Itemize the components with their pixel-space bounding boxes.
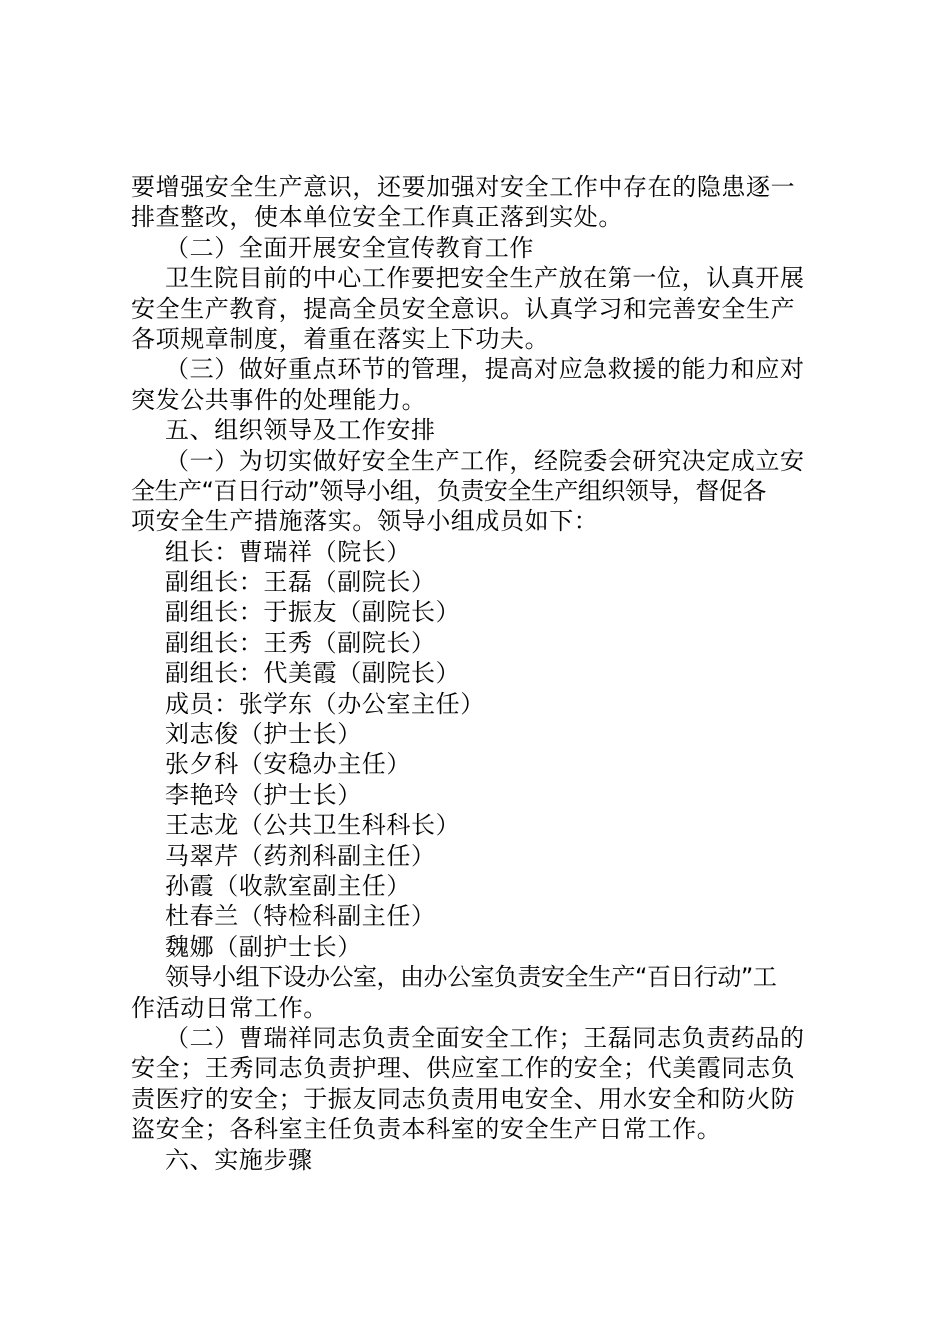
member-line: 李艳玲（护士长） bbox=[165, 780, 362, 809]
body-line: 领导小组下设办公室，由办公室负责安全生产“百日行动”工 bbox=[165, 963, 777, 992]
body-line: 项安全生产措施落实。领导小组成员如下： bbox=[131, 507, 599, 536]
body-line: 盗安全；各科室主任负责本科室的安全生产日常工作。 bbox=[131, 1115, 722, 1144]
body-line: 卫生院目前的中心工作要把安全生产放在第一位，认真开展 bbox=[165, 264, 805, 293]
body-line: 责医疗的安全；于振友同志负责用电安全、用水安全和防火防 bbox=[131, 1084, 796, 1113]
member-line: 组长：曹瑞祥（院长） bbox=[165, 537, 411, 566]
body-line: 安全；王秀同志负责护理、供应室工作的安全；代美霞同志负 bbox=[131, 1054, 796, 1083]
body-line: 排查整改，使本单位安全工作真正落到实处。 bbox=[131, 203, 623, 232]
body-line: 安全生产教育，提高全员安全意识。认真学习和完善安全生产 bbox=[131, 294, 796, 323]
member-line: 孙霞（收款室副主任） bbox=[165, 871, 411, 900]
member-line: 副组长：代美霞（副院长） bbox=[165, 659, 461, 688]
section-heading: 六、实施步骤 bbox=[165, 1145, 313, 1174]
body-line: （二）曹瑞祥同志负责全面安全工作；王磊同志负责药品的 bbox=[165, 1023, 805, 1052]
member-line: 成员：张学东（办公室主任） bbox=[165, 689, 485, 718]
body-line: 全生产“百日行动”领导小组，负责安全生产组织领导，督促各 bbox=[131, 476, 766, 505]
body-line: 作活动日常工作。 bbox=[131, 993, 328, 1022]
member-line: 张夕科（安稳办主任） bbox=[165, 750, 411, 779]
body-line: 突发公共事件的处理能力。 bbox=[131, 385, 427, 414]
member-line: 王志龙（公共卫生科科长） bbox=[165, 811, 461, 840]
section-heading: 五、组织领导及工作安排 bbox=[165, 416, 436, 445]
member-line: 杜春兰（特检科副主任） bbox=[165, 902, 436, 931]
member-line: 魏娜（副护士长） bbox=[165, 932, 362, 961]
member-line: 马翠芹（药剂科副主任） bbox=[165, 841, 436, 870]
member-line: 副组长：于振友（副院长） bbox=[165, 598, 461, 627]
member-line: 副组长：王磊（副院长） bbox=[165, 568, 436, 597]
body-line: （一）为切实做好安全生产工作，经院委会研究决定成立安 bbox=[165, 446, 805, 475]
document-body bbox=[131, 172, 831, 1175]
section-heading: （三）做好重点环节的管理，提高对应急救援的能力和应对 bbox=[165, 355, 805, 384]
body-line: 各项规章制度，着重在落实上下功夫。 bbox=[131, 324, 550, 353]
member-line: 刘志俊（护士长） bbox=[165, 720, 362, 749]
section-heading: （二）全面开展安全宣传教育工作 bbox=[165, 233, 534, 262]
body-line: 要增强安全生产意识，还要加强对安全工作中存在的隐患逐一 bbox=[131, 173, 796, 201]
member-line: 副组长：王秀（副院长） bbox=[165, 628, 436, 657]
